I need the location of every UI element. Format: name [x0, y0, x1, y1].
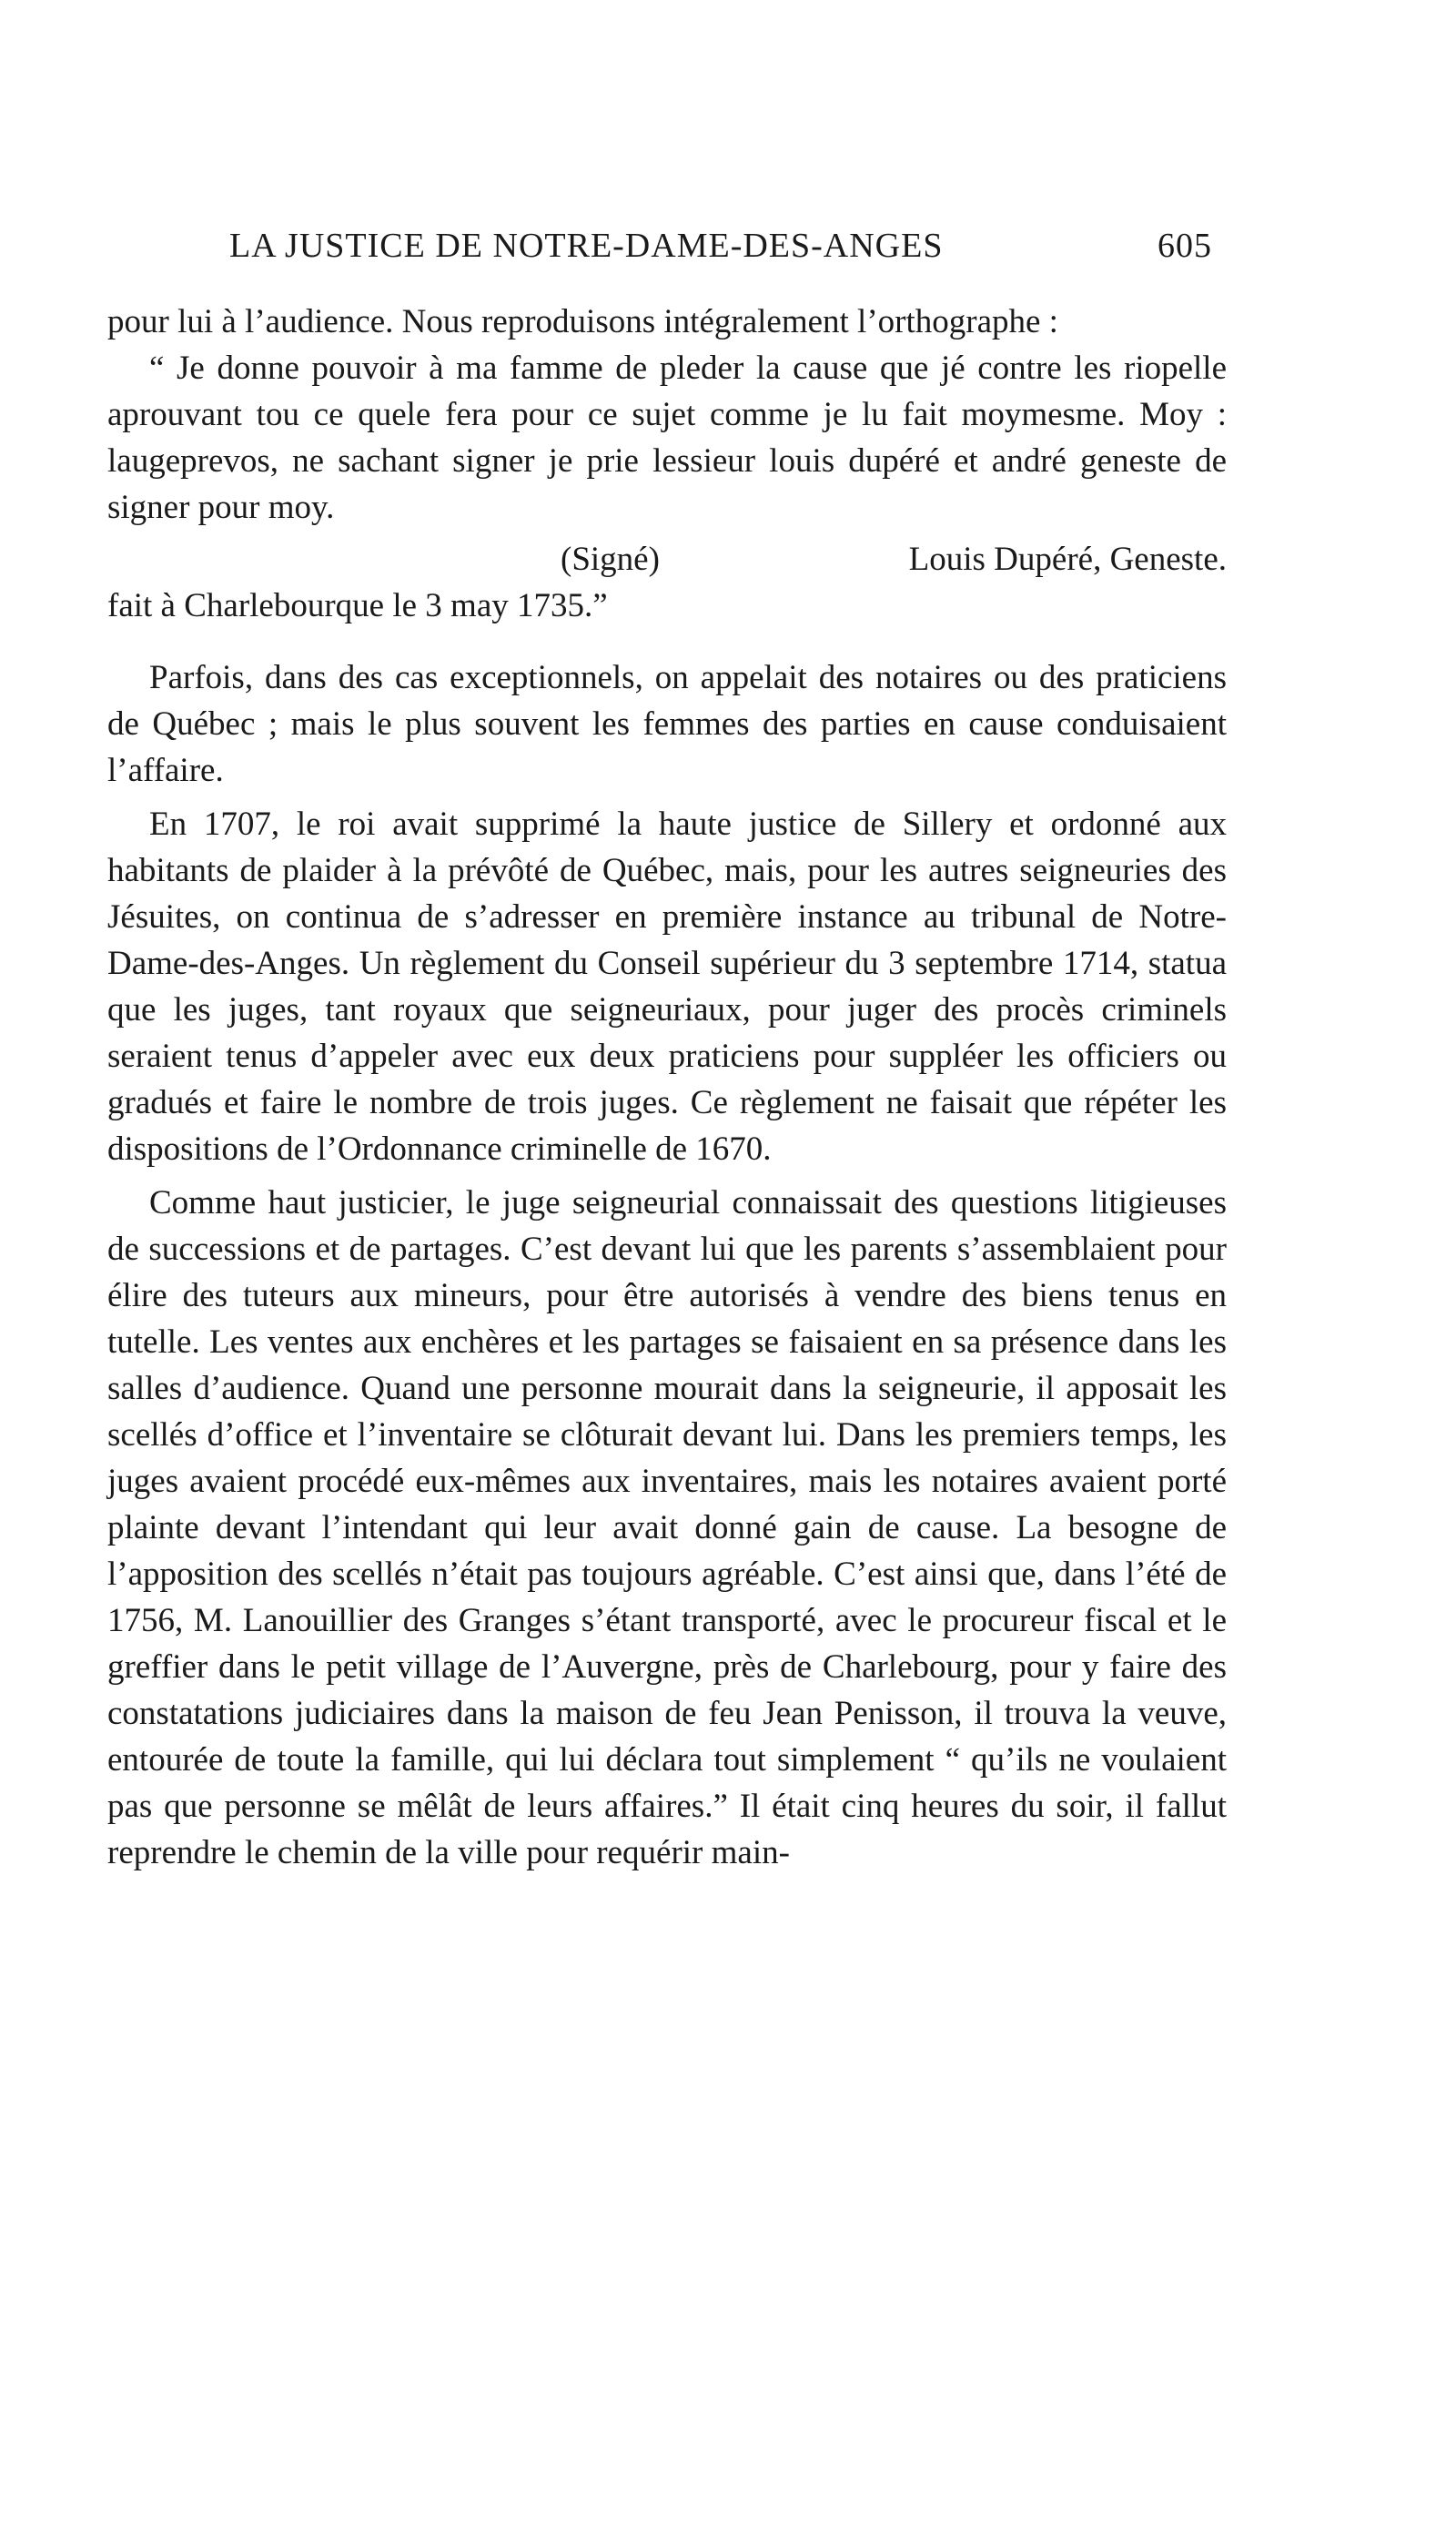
signature-line — [107, 536, 1227, 583]
paragraph-1707: En 1707, le roi avait supprimé la haute justice de Sillery et ordonné aux habitants de plaider à la prévôté de Québec, mais, pour les autres seigneuries des Jésuites, on continua de s’adresser en première instance au tribunal de Notre-Dame-des-Anges. Un règlement du Conseil supérieur du 3 septembre 1714, statua que les juges, tant royaux que seigneuriaux, pour juger des procès criminels seraient tenus d’appeler avec eux deux praticiens pour suppléer les officiers ou gradués et faire le nombre de trois juges. Ce règlement ne faisait que répéter les dispositions de l’Ordonnance criminelle de 1670. — [107, 806, 1227, 1168]
running-header — [229, 226, 1212, 280]
paragraph-notaires: Parfois, dans des cas exceptionnels, on appelait des notaires ou des praticiens de Québec ; mais le plus souvent les femmes des parties en cause conduisaient l’affaire. — [107, 659, 1227, 789]
quote-dateline: fait à Charlebourque le 3 may 1735.” — [107, 587, 608, 624]
paragraph-haut-justicier: Comme haut justicier, le juge seigneurial connaissait des questions litigieuses de successions et de partages. C’est devant lui que les parents s’assemblaient pour élire des tuteurs aux mineurs, pour être autorisés à vendre des biens tenus en tutelle. Les ventes aux enchères et les partages se faisaient en sa présence dans les salles d’audience. Quand une personne mourait dans la seigneurie, il apposait les scellés d’office et l’inventaire se clôturait devant lui. Dans les premiers temps, les juges avaient procédé eux-mêmes aux inventaires, mais les notaires avaient porté plainte devant l’intendant qui leur avait donné gain de cause. La besogne de l’apposition des scellés n’était pas toujours agréable. C’est ainsi que, dans l’été de 1756, M. Lanouillier des Granges s’étant transporté, avec le procureur fiscal et le greffier dans le petit village de l’Auvergne, près de Charlebourg, pour y faire des constatations judiciaires dans la maison de feu Jean Penisson, il trouva la veuve, entourée de toute la famille, qui lui déclara tout simplement “ qu’ils ne voulaient pas que personne se mêlât de leurs affaires.” Il était cinq heures du soir, il fallut reprendre le chemin de la ville pour requérir main- — [107, 1184, 1227, 1871]
running-title: LA JUSTICE DE NOTRE-DAME-DES-ANGES — [229, 227, 944, 265]
paragraph-continuation: pour lui à l’audience. Nous reproduisons intégralement l’orthographe : — [107, 303, 1058, 340]
body-text — [107, 299, 1227, 1876]
quoted-letter: “ Je donne pouvoir à ma famme de pleder la cause que jé contre les riopelle aprouvant tou ce quele fera pour ce sujet comme je lu fait moymesme. Moy : laugeprevos, ne sachant signer je prie lessieur louis dupéré et andré geneste de signer pour moy. — [107, 350, 1227, 526]
signed-mark: (Signé) — [561, 541, 660, 578]
signed-names: Louis Dupéré, Geneste. — [908, 541, 1227, 578]
page-number: 605 — [1158, 227, 1212, 265]
